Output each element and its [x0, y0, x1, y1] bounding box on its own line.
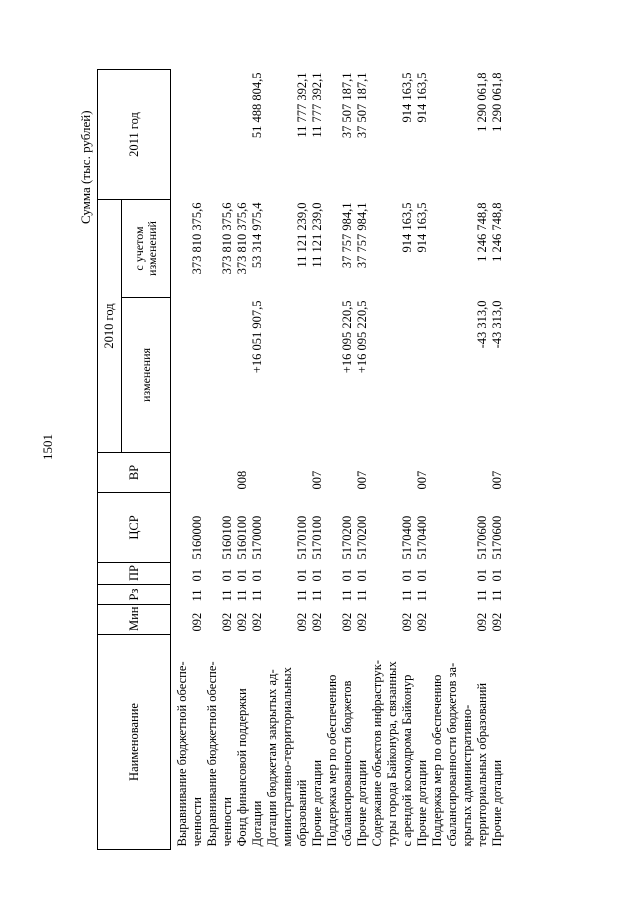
changes-cell: -43 313,0	[475, 300, 489, 349]
csr-cell: 5170400	[400, 515, 414, 560]
row-name	[310, 635, 325, 850]
row-name-line: Выравнивание бюджетной обеспе-	[205, 661, 219, 847]
min-cell: 092	[295, 612, 309, 632]
vr-cell: 007	[355, 470, 369, 490]
table-row	[250, 69, 265, 849]
table-body	[171, 69, 506, 849]
header-csr: ЦСР	[98, 493, 171, 563]
year-2011-cell	[171, 69, 206, 199]
row-name-line: туры города Байконура, связанных	[385, 661, 399, 847]
csr-cell: 5170100	[295, 515, 309, 560]
table-row	[370, 69, 415, 849]
row-name-line: Поддержка мер по обеспечению	[430, 674, 444, 847]
row-name	[430, 635, 490, 850]
row-name-line: Дотации	[250, 800, 264, 847]
csr-cell: 5160000	[190, 515, 204, 560]
with-changes-cell: 1 246 748,8	[475, 202, 489, 262]
with-changes-cell: 373 810 375,6	[235, 202, 249, 275]
changes-cell	[370, 298, 415, 453]
rz-cell: 11	[475, 589, 489, 602]
rz-cell: 11	[250, 589, 264, 602]
header-with-changes: с учетом изменений	[122, 199, 171, 297]
row-name	[171, 635, 206, 850]
year-2011-cell: 1 290 061,8	[490, 72, 504, 132]
vr-cell: 007	[310, 470, 324, 490]
csr-cell: 5160100	[220, 515, 234, 560]
year-2011-cell: 51 488 804,5	[250, 72, 264, 139]
table-row	[430, 69, 490, 849]
rz-cell: 11	[235, 589, 249, 602]
table-row	[235, 69, 250, 849]
header-min: Мин	[98, 605, 171, 635]
table-row	[355, 69, 370, 849]
vr-cell	[430, 453, 490, 493]
csr-cell: 5170400	[415, 515, 429, 560]
pr-cell: 01	[235, 569, 249, 582]
year-2011-cell: 37 507 187,1	[340, 72, 354, 139]
pr-cell: 01	[415, 569, 429, 582]
table-row	[310, 69, 325, 849]
with-changes-cell: 37 757 984,1	[355, 202, 369, 269]
rz-cell: 11	[355, 589, 369, 602]
header-pr: ПР	[98, 563, 171, 585]
pr-cell: 01	[310, 569, 324, 582]
row-name	[355, 635, 370, 850]
row-name-line: сбалансированности бюджетов за-	[445, 662, 459, 847]
vr-cell	[205, 453, 235, 493]
row-name	[265, 635, 310, 850]
rz-cell: 11	[400, 589, 414, 602]
header-2011: 2011 год	[98, 69, 171, 199]
changes-cell	[235, 298, 250, 453]
changes-cell	[205, 298, 235, 453]
changes-cell	[415, 298, 430, 453]
header-vr: ВР	[98, 453, 171, 493]
units-label: Сумма (тыс. рублей)	[78, 110, 93, 224]
year-2011-cell	[205, 69, 235, 199]
header-name: Наименование	[98, 635, 171, 850]
row-name-line: министративно-территориальных	[280, 667, 294, 847]
row-name-line: ченности	[220, 797, 234, 847]
pr-cell: 01	[400, 569, 414, 582]
csr-cell: 5160100	[235, 515, 249, 560]
min-cell: 092	[490, 612, 504, 632]
pr-cell: 01	[190, 569, 204, 582]
header-row-top	[98, 69, 122, 849]
with-changes-cell: 53 314 975,4	[250, 202, 264, 269]
csr-cell: 5170100	[310, 515, 324, 560]
min-cell: 092	[235, 612, 249, 632]
row-name-line: ченности	[190, 797, 204, 847]
pr-cell: 01	[220, 569, 234, 582]
row-name-line: Прочие дотации	[355, 759, 369, 847]
pr-cell: 01	[490, 569, 504, 582]
vr-cell	[370, 453, 415, 493]
changes-cell	[265, 298, 310, 453]
pr-cell: 01	[475, 569, 489, 582]
row-name	[235, 635, 250, 850]
row-name-line: территориальных образований	[475, 682, 489, 847]
vr-cell	[171, 453, 206, 493]
min-cell: 092	[190, 612, 204, 632]
row-name-line: Выравнивание бюджетной обеспе-	[175, 661, 189, 847]
rz-cell: 11	[340, 589, 354, 602]
rz-cell: 11	[295, 589, 309, 602]
table-row	[415, 69, 430, 849]
year-2011-cell: 914 163,5	[400, 72, 414, 123]
row-name	[325, 635, 355, 850]
row-name-line: с арендой космодрома Байконур	[400, 674, 414, 847]
pr-cell: 01	[340, 569, 354, 582]
csr-cell: 5170600	[475, 515, 489, 560]
row-name	[415, 635, 430, 850]
year-2011-cell: 914 163,5	[415, 72, 429, 123]
vr-cell	[325, 453, 355, 493]
budget-table	[97, 69, 505, 850]
with-changes-cell: 373 810 375,6	[220, 202, 234, 275]
row-name-line: образований	[295, 779, 309, 847]
min-cell: 092	[310, 612, 324, 632]
with-changes-cell: 914 163,5	[400, 202, 414, 253]
row-name-line: Прочие дотации	[415, 759, 429, 847]
row-name-line: Фонд финансовой поддержки	[235, 688, 249, 847]
rz-cell: 11	[310, 589, 324, 602]
year-2011-cell: 1 290 061,8	[475, 72, 489, 132]
row-name	[370, 635, 415, 850]
rz-cell: 11	[415, 589, 429, 602]
vr-cell	[265, 453, 310, 493]
vr-cell	[250, 453, 265, 493]
header-2010: 2010 год	[98, 199, 122, 452]
page-number: 1501	[40, 434, 55, 460]
year-2011-cell	[235, 69, 250, 199]
table-row	[171, 69, 206, 849]
vr-cell: 007	[415, 470, 429, 490]
csr-cell: 5170000	[250, 515, 264, 560]
table-row	[490, 69, 505, 849]
min-cell: 092	[475, 612, 489, 632]
table-row	[325, 69, 355, 849]
rz-cell: 11	[220, 589, 234, 602]
year-2011-cell: 11 777 392,1	[295, 72, 309, 138]
with-changes-cell: 373 810 375,6	[190, 202, 204, 275]
min-cell: 092	[400, 612, 414, 632]
pr-cell: 01	[355, 569, 369, 582]
row-name-line: Дотации бюджетам закрытых ад-	[265, 669, 279, 847]
changes-cell: -43 313,0	[490, 300, 504, 349]
row-name-line: крытых административно-	[460, 704, 474, 847]
rz-cell: 11	[490, 589, 504, 602]
changes-cell: +16 051 907,5	[250, 300, 264, 374]
row-name-line: Прочие дотации	[490, 759, 504, 847]
pr-cell: 01	[250, 569, 264, 582]
changes-cell: +16 095 220,5	[340, 300, 354, 374]
changes-cell	[310, 298, 325, 453]
with-changes-cell: 11 121 239,0	[295, 202, 309, 268]
row-name	[205, 635, 235, 850]
rz-cell: 11	[190, 589, 204, 602]
with-changes-cell: 11 121 239,0	[310, 202, 324, 268]
header-changes: изменения	[122, 298, 171, 453]
row-name-line: Содержание объектов инфраструк-	[370, 660, 384, 847]
changes-cell: +16 095 220,5	[355, 300, 369, 374]
changes-cell	[171, 298, 206, 453]
with-changes-cell: 1 246 748,8	[490, 202, 504, 262]
table-row	[265, 69, 310, 849]
csr-cell: 5170200	[340, 515, 354, 560]
csr-cell: 5170200	[355, 515, 369, 560]
min-cell: 092	[250, 612, 264, 632]
row-name	[250, 635, 265, 850]
with-changes-cell: 37 757 984,1	[340, 202, 354, 269]
pr-cell: 01	[295, 569, 309, 582]
vr-cell: 007	[490, 470, 504, 490]
min-cell: 092	[415, 612, 429, 632]
with-changes-cell: 914 163,5	[415, 202, 429, 253]
min-cell: 092	[220, 612, 234, 632]
header-rz: Рз	[98, 585, 171, 605]
min-cell: 092	[355, 612, 369, 632]
min-cell: 092	[340, 612, 354, 632]
row-name	[490, 635, 505, 850]
vr-cell: 008	[235, 470, 249, 490]
year-2011-cell: 11 777 392,1	[310, 72, 324, 138]
table-row	[205, 69, 235, 849]
csr-cell: 5170600	[490, 515, 504, 560]
row-name-line: Поддержка мер по обеспечению	[325, 674, 339, 847]
year-2011-cell: 37 507 187,1	[355, 72, 369, 139]
row-name-line: Прочие дотации	[310, 759, 324, 847]
row-name-line: сбалансированности бюджетов	[340, 680, 354, 847]
